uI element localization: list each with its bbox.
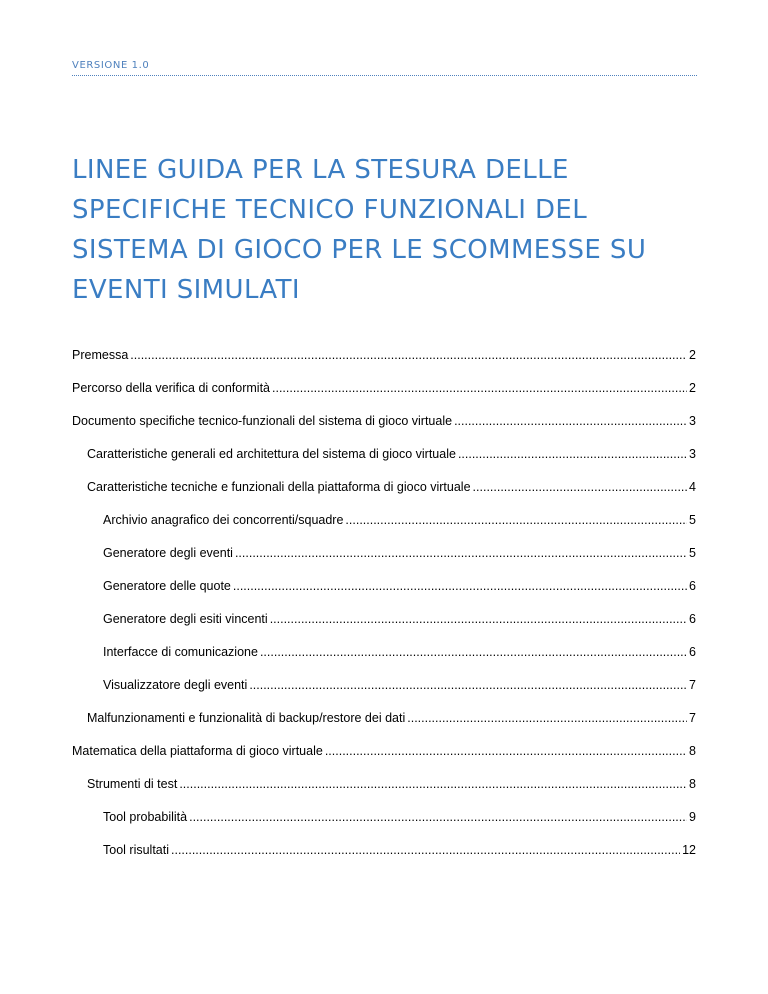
toc-leader-dots: [260, 644, 687, 660]
toc-entry-label: Malfunzionamenti e funzionalità di backup/restore dei dati: [87, 711, 406, 725]
toc-entry[interactable]: [72, 380, 696, 413]
toc-page-number: 3: [689, 447, 696, 461]
toc-entry[interactable]: [72, 743, 696, 776]
toc-entry[interactable]: [72, 776, 696, 809]
title-line: SISTEMA DI GIOCO PER LE SCOMMESSE SU: [72, 235, 647, 265]
toc-entry-label: Matematica della piattaforma di gioco virtuale: [72, 744, 323, 758]
toc-page-number: 5: [689, 513, 696, 527]
toc-leader-dots: [130, 347, 687, 363]
toc-entry[interactable]: [72, 347, 696, 380]
toc-entry-label: Caratteristiche generali ed architettura del sistema di gioco virtuale: [87, 447, 456, 461]
toc-leader-dots: [249, 677, 687, 693]
toc-entry-label: Documento specifiche tecnico-funzionali del sistema di gioco virtuale: [72, 414, 453, 428]
title-line: SPECIFICHE TECNICO FUNZIONALI DEL: [72, 195, 588, 225]
toc-page-number: 8: [689, 744, 696, 758]
toc-entry-label: Archivio anagrafico dei concorrenti/squadre: [103, 513, 344, 527]
toc-page-number: 12: [682, 843, 696, 857]
toc-entry-label: Percorso della verifica di conformità: [72, 381, 270, 395]
toc-entry[interactable]: [72, 644, 696, 677]
toc-page-number: 3: [689, 414, 696, 428]
toc-page-number: 4: [689, 480, 696, 494]
toc-entry-label: Generatore delle quote: [103, 579, 231, 593]
toc-entry-label: Caratteristiche tecniche e funzionali della piattaforma di gioco virtuale: [87, 480, 471, 494]
toc-leader-dots: [270, 611, 687, 627]
toc-page-number: 6: [689, 645, 696, 659]
toc-entry[interactable]: [72, 413, 696, 446]
toc-leader-dots: [189, 809, 687, 825]
toc-leader-dots: [407, 710, 687, 726]
toc-entry[interactable]: [72, 545, 696, 578]
toc-entry-label: Visualizzatore degli eventi: [103, 678, 248, 692]
toc-leader-dots: [235, 545, 687, 561]
toc-leader-dots: [325, 743, 687, 759]
toc-leader-dots: [458, 446, 687, 462]
toc-entry[interactable]: [72, 842, 696, 875]
table-of-contents: [72, 347, 696, 875]
toc-entry-label: Premessa: [72, 348, 129, 362]
toc-entry[interactable]: [72, 710, 696, 743]
toc-leader-dots: [233, 578, 687, 594]
toc-leader-dots: [345, 512, 687, 528]
toc-entry[interactable]: [72, 479, 696, 512]
toc-entry[interactable]: [72, 578, 696, 611]
toc-entry[interactable]: [72, 512, 696, 545]
toc-entry-label: Tool risultati: [103, 843, 169, 857]
toc-entry-label: Strumenti di test: [87, 777, 178, 791]
toc-page-number: 2: [689, 348, 696, 362]
toc-leader-dots: [272, 380, 687, 396]
page-header: [72, 59, 697, 76]
title-line: EVENTI SIMULATI: [72, 275, 300, 305]
toc-leader-dots: [171, 842, 680, 858]
toc-entry[interactable]: [72, 677, 696, 710]
toc-entry-label: Generatore degli esiti vincenti: [103, 612, 268, 626]
toc-page-number: 7: [689, 711, 696, 725]
toc-page-number: 8: [689, 777, 696, 791]
toc-page-number: 6: [689, 579, 696, 593]
toc-entry[interactable]: [72, 446, 696, 479]
toc-page-number: 6: [689, 612, 696, 626]
toc-entry-label: Interfacce di comunicazione: [103, 645, 258, 659]
version-label: VERSIONE 1.0: [72, 60, 150, 71]
header-divider: [72, 75, 697, 76]
document-title: [72, 150, 712, 310]
toc-page-number: 5: [689, 546, 696, 560]
toc-entry-label: Generatore degli eventi: [103, 546, 233, 560]
toc-entry[interactable]: [72, 809, 696, 842]
toc-page-number: 7: [689, 678, 696, 692]
toc-leader-dots: [179, 776, 687, 792]
toc-leader-dots: [473, 479, 688, 495]
toc-page-number: 2: [689, 381, 696, 395]
toc-entry[interactable]: [72, 611, 696, 644]
toc-entry-label: Tool probabilità: [103, 810, 188, 824]
toc-leader-dots: [454, 413, 687, 429]
toc-page-number: 9: [689, 810, 696, 824]
title-line: LINEE GUIDA PER LA STESURA DELLE: [72, 155, 569, 185]
